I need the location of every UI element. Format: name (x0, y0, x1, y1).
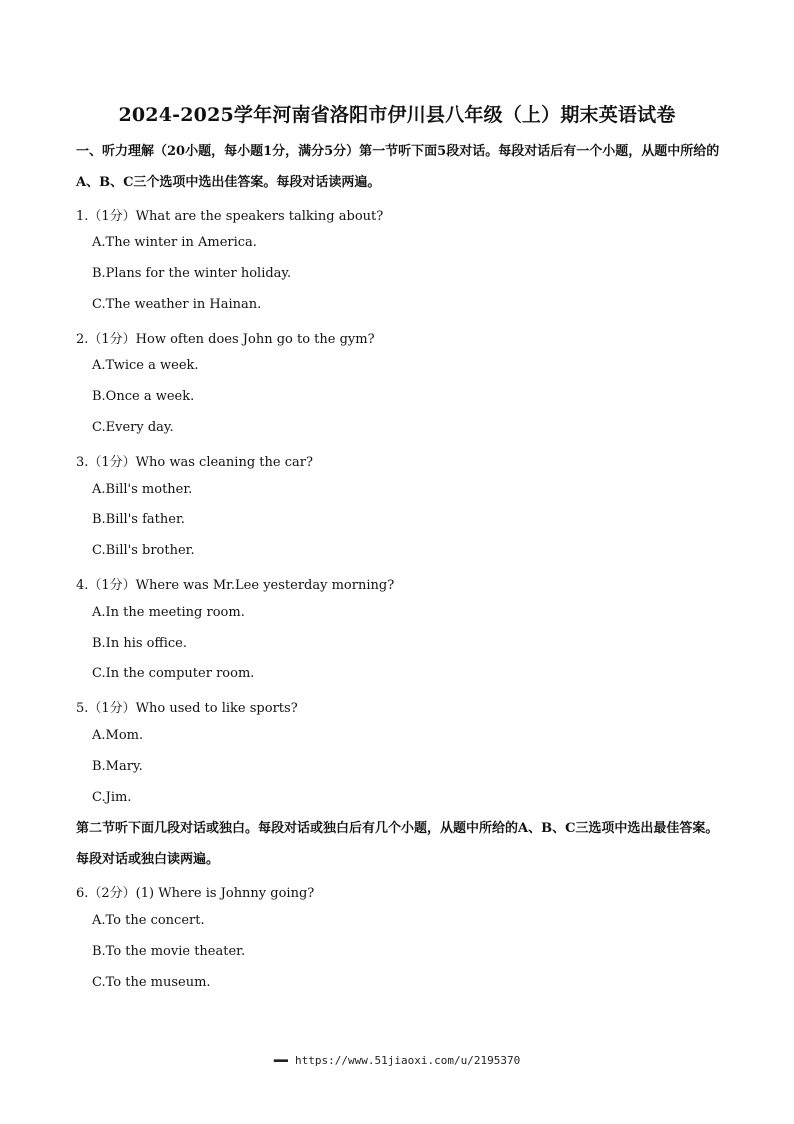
question-5: 5.（1分）Who used to like sports? (76, 701, 298, 716)
footer-url-link[interactable]: https://www.51jiaoxi.com/u/2195370 (295, 1054, 521, 1067)
question-5-option-c: C.Jim. (92, 790, 132, 805)
question-2-option-c: C.Every day. (92, 420, 174, 435)
question-2: 2.（1分）How often does John go to the gym? (76, 332, 375, 347)
question-6-option-b: B.To the movie theater. (92, 944, 246, 959)
question-2-option-b: B.Once a week. (92, 389, 195, 404)
question-4: 4.（1分）Where was Mr.Lee yesterday morning? (76, 578, 395, 593)
question-1-option-b: B.Plans for the winter holiday. (92, 266, 292, 281)
question-4-option-a: A.In the meeting room. (92, 605, 245, 620)
question-1-option-a: A.The winter in America. (92, 235, 257, 250)
question-5-option-a: A.Mom. (92, 728, 144, 743)
section-heading-listening-part1: 一、听力理解（20小题，每小题1分，满分5分）第一节听下面5段对话。每段对话后有一个小题，从题中所给的A、B、C三个选项中选出佳答案。每段对话读两遍。 (76, 144, 720, 190)
section-heading-listening-part2: 第二节听下面几段对话或独白。每段对话或独白后有几个小题，从题中所给的A、B、C三选项中选出最佳答案。每段对话或独白读两遍。 (76, 821, 719, 867)
question-3: 3.（1分）Who was cleaning the car? (76, 455, 313, 470)
question-6: 6.（2分）(1) Where is Johnny going? (76, 886, 315, 901)
question-1-option-c: C.The weather in Hainan. (92, 297, 262, 312)
question-1: 1.（1分）What are the speakers talking about? (76, 209, 384, 224)
question-2-option-a: A.Twice a week. (92, 358, 199, 373)
page-title: 2024-2025学年河南省洛阳市伊川县八年级（上）期末英语试卷 (118, 104, 676, 126)
question-3-option-a: A.Bill's mother. (92, 482, 193, 497)
question-3-option-c: C.Bill's brother. (92, 543, 195, 558)
question-4-option-c: C.In the computer room. (92, 666, 255, 681)
question-6-option-c: C.To the museum. (92, 975, 211, 990)
question-6-option-a: A.To the concert. (92, 913, 205, 928)
question-5-option-b: B.Mary. (92, 759, 143, 774)
page-footer (0, 1054, 794, 1067)
question-4-option-b: B.In his office. (92, 636, 187, 651)
footer-logo-mark: ▬▬▬ (273, 1056, 288, 1066)
question-3-option-b: B.Bill's father. (92, 512, 185, 527)
